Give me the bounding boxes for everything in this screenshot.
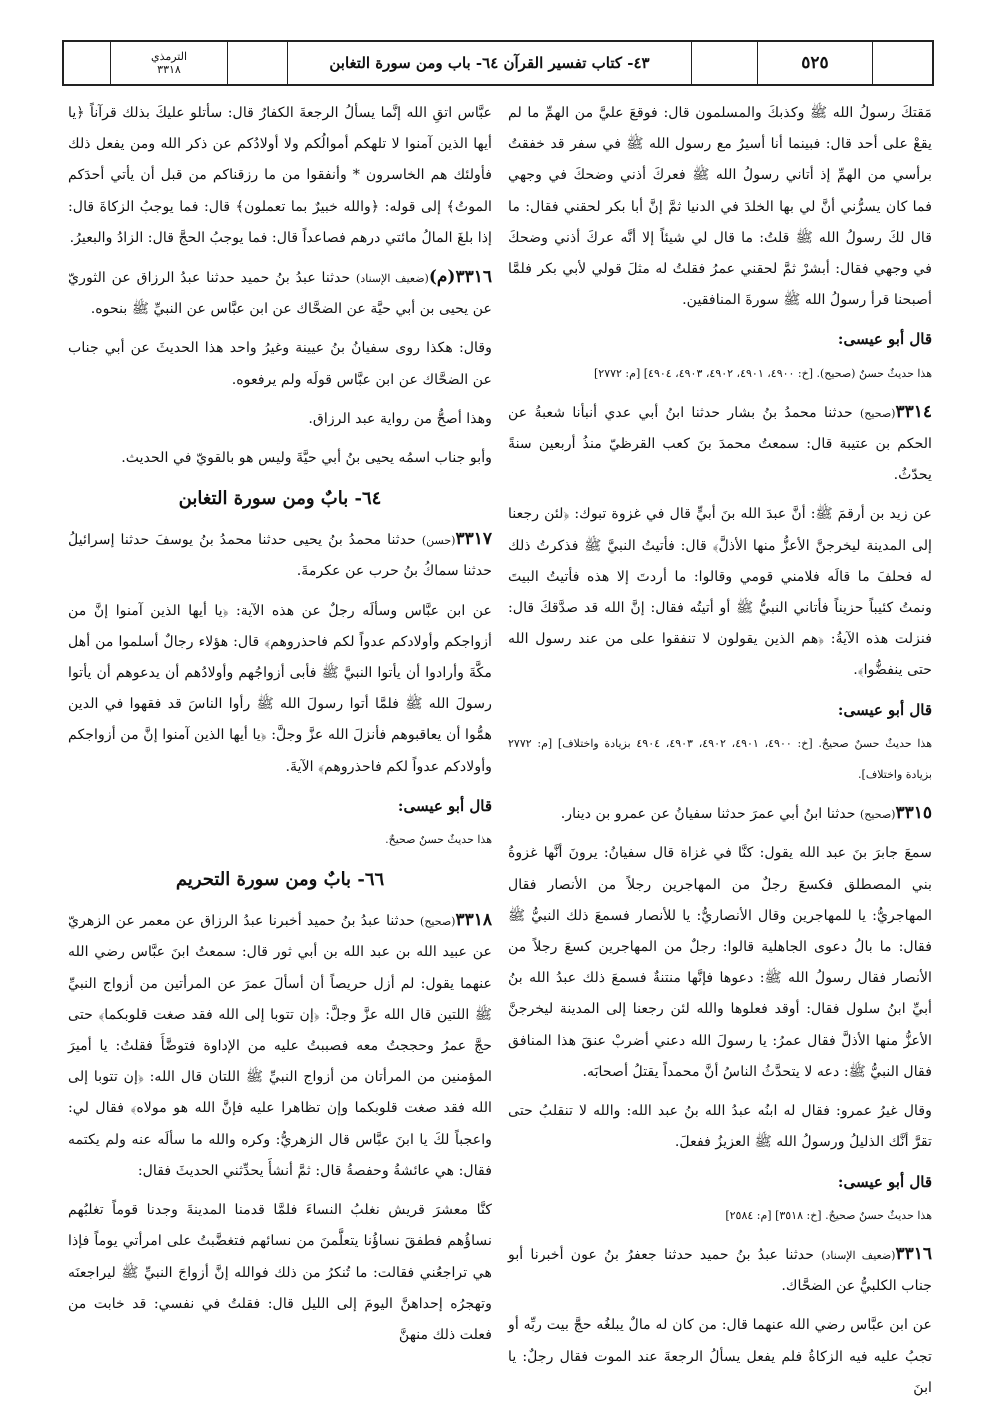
hadith-number: ٣٣١٦(م) xyxy=(428,267,492,288)
header-title: ٤٣- كتاب تفسير القرآن ٦٤- باب ومن سورة التغابن xyxy=(287,42,691,84)
hadith-grade: (ضعيف الإسناد) xyxy=(821,1248,896,1262)
chapter-heading-66: ٦٦- بابٌ ومن سورة التحريم xyxy=(175,869,385,891)
left-column xyxy=(68,98,492,1383)
abu-isa-label: قال أبو عيسى: xyxy=(397,796,492,815)
hadith-3316 xyxy=(508,1239,932,1302)
paragraph: عبَّاس اتقِ الله إنَّما يسألُ الرجعةَ الكفارُ قال: سأتلو عليكَ بذلك قرآناً ﴿يا أيها الذين آمنوا لا تلهكم أموالُكم ولا أولادُكم عن ذكر الله ومن يفعل ذلك فأولئك هم الخاسرون * وأنفقوا من ما رزقناكم من قبل أن يأتي أحدَكم الموتُ﴾ إلى قوله: ﴿والله خبيرٌ بما تعملون﴾ قال: فما يوجبُ الزكاةَ قال: إذا بلغَ المالُ مائتي درهم فصاعداً قال: فما يوجبُ الحجَّ قال: الزادُ والبعيرُ. xyxy=(68,105,492,246)
paragraph: وقال: هكذا روى سفيانُ بنُ عيينة وغيرُ واحد هذا الحديثَ عن أبي جناب عن الضحَّاك عن ابن عبَّاس قولَه ولم يرفعوه. xyxy=(68,340,492,388)
hadith-grade: (ضعيف الإسناد) xyxy=(356,272,429,286)
abu-isa-note xyxy=(68,791,492,855)
page-number: ٥٢٥ xyxy=(757,42,872,84)
right-column xyxy=(508,98,933,1396)
hadith-3314 xyxy=(508,397,932,492)
hadith-text: حدثنا عبدُ بنُ حميد حدثنا عبدُ الرزاق عن الثوريّ عن يحيى بن أبي حيَّة عن الضحَّاك عن ابن عبَّاس عن النبيِّ ﷺ بنحوه. xyxy=(68,270,492,318)
abu-isa-label: قال أبو عيسى: xyxy=(837,700,932,719)
hadith-matn: عن ابن عبَّاس وسألَه رجلٌ عن هذه الآية: ﴿يا أيها الذين آمنوا إنَّ من أزواجكم وأولادكم عدواً لكم فاحذروهم﴾ قال: هؤلاء رجالٌ أسلموا من أهل مكَّةَ وأرادوا أن يأتوا النبيَّ ﷺ فأبى أزواجُهم وأولادُهم أن يدعوهم أن يأتوا رسولَ الله ﷺ فلمَّا أتوا رسولَ الله ﷺ رأوا الناسَ قد فقهوا في الدين همُّوا أن يعاقبوهم فأنزلَ الله عزَّ وجلَّ: ﴿يا أيها الذين آمنوا إنَّ من أزواجكم وأولادكم عدواً لكم فاحذروهم﴾ الآيةَ. xyxy=(68,602,492,775)
hadith-text: حدثنا عبدُ بنُ حميد أخبرنا عبدُ الرزاق عن معمر عن الزهريّ عن عبيد الله بن عبد الله بن أبي ثور قال: سمعتُ ابنَ عبَّاس رضي الله عنهما يقول: لم أزل حريصاً أن أسألَ عمرَ عن المرأتين من أزواج النبيِّ ﷺ اللتين قال الله عزَّ وجلَّ: ﴿إن تتوبا إلى الله فقد صغت قلوبكما﴾ حتى حجَّ عمرُ وحججتُ معه فصببتُ عليه من الإداوة فتوضَّأَ فقلتُ: يا أميرَ المؤمنين من المرأتان من أزواج النبيِّ ﷺ اللتان قال الله: ﴿إن تتوبا إلى الله فقد صغت قلوبكما وإن تظاهرا عليه فإنَّ الله هو مولاه﴾ فقال لي: واعجباً لكَ يا ابنَ عبَّاس قال الزهريُّ: وكره والله ما سألَه عنه ولم يكتمه فقال: هي عائشةُ وحفصةُ قال: ثمَّ أنشأَ يحدِّثني الحديثَ فقال: xyxy=(68,913,492,1179)
paragraph: كنَّا معشرَ قريش نغلبُ النساءَ فلمَّا قدمنا المدينةَ وجدنا قوماً تغلبُهم نساؤُهم فطفقَ نساؤُنا يتعلَّمنَ من نسائهم فتغضَّبتُ على امرأتي يوماً فإذا هي تراجعُني فقالت: ما تُنكرُ من ذلك فوالله إنَّ أزواجَ النبيِّ ﷺ ليراجعنَه وتهجرُه إحداهنَّ اليومَ إلى الليل قال: فقلتُ في نفسي: قد خابت من فعلت ذلك منهنَّ xyxy=(68,1202,492,1343)
hadith-isnad: حدثنا محمدُ بنُ يحيى حدثنا محمدُ بنُ يوسفَ حدثنا إسرائيلُ حدثنا سماكُ بنُ حرب عن عكرمةَ. xyxy=(68,532,492,580)
abu-isa-note xyxy=(508,695,932,791)
header-blank-mid2 xyxy=(691,42,757,84)
paragraph: مَقتكَ رسولُ الله ﷺ وكذبكَ والمسلمون قال: فوقعَ عليَّ من الهمِّ ما لم يقعْ على أحد قال: فبينما أنا أسيرُ مع رسول الله ﷺ في سفر قد خفقتُ برأسي من الهمِّ إذ أتاني رسولُ الله ﷺ فعركَ أذني وضحكَ في وجهي فما كان يسرُّني أنَّ لي بها الخلدَ في الدنيا ثمَّ إنَّ أبا بكر لحقني فقال: ما قال لكَ رسولُ الله ﷺ قلتُ: ما قال لي شيئاً إلا أنَّه عركَ أذني وضحكَ في وجهي فقال: أبشرْ ثمَّ لحقني عمرُ فقلتُ له مثلَ قولي لأبي بكر فلمَّا أصبحنا قرأ رسولُ الله ﷺ سورةَ المنافقين. xyxy=(508,105,932,309)
abu-isa-text: هذا حديثٌ حسنٌ صحيحٌ. [خ: ٤٩٠٠، ٤٩٠١، ٤٩٠٢، ٤٩٠٣، ٤٩٠٤ بزيادة واختلاف] [م: ٢٧٧٢ بزيادة واختلاف]. xyxy=(508,736,933,782)
abu-isa-text: هذا حديثٌ حسنٌ (صحيح). [خ: ٤٩٠٠، ٤٩٠١، ٤٩٠٢، ٤٩٠٣، ٤٩٠٤] [م: ٢٧٧٢] xyxy=(594,366,932,380)
hadith-matn: عن ابن عبَّاس رضي الله عنهما قال: من كان له مالٌ يبلغُه حجَّ بيت ربِّه أو تجبُ عليه فيه الزكاةُ فلم يفعل يسألُ الرجعةَ عند الموت فقال رجلٌ: يا ابنَ xyxy=(508,1317,932,1396)
paragraph: وهذا أصحُّ من رواية عبد الرزاق. xyxy=(308,410,492,427)
paragraph: وقال غيرُ عمرو: فقال له ابنُه عبدُ الله بنُ عبد الله: والله لا تنقلبُ حتى تقرَّ أنَّك الذليلُ ورسولُ الله ﷺ العزيزُ ففعلَ. xyxy=(508,1103,932,1151)
hadith-isnad: حدثنا ابنُ أبي عمرَ حدثنا سفيانُ عن عمرو بن دينار. xyxy=(560,806,856,823)
hadith-grade: (صحيح) xyxy=(860,406,896,420)
hadith-number: ٣٣١٤ xyxy=(895,401,932,422)
hadith-isnad: حدثنا محمدُ بنُ بشار حدثنا ابنُ أبي عدي أنبأنا شعبةُ عن الحكم بن عتيبة قال: سمعتُ محمدَ بنَ كعب القرظيّ منذُ أربعين سنةً يحدّثُ. xyxy=(508,404,932,484)
hadith-number: ٣٣١٦ xyxy=(895,1243,932,1264)
hadith-grade: (صحيح) xyxy=(420,915,456,929)
hadith-matn: سمعَ جابرَ بنَ عبد الله يقول: كنَّا في غزاة قال سفيانُ: يرونَ أنَّها غزوةُ بني المصطلق فكسعَ رجلٌ من المهاجرين رجلاً من الأنصار فقال المهاجريُّ: يا للمهاجرين وقال الأنصاريُّ: يا للأنصار فسمعَ ذلك النبيُّ ﷺ فقال: ما بالُ دعوى الجاهلية قالوا: رجلٌ من المهاجرين كسعَ رجلاً من الأنصار فقال رسولُ الله ﷺ: دعوها فإنَّها منتنةٌ فسمعَ ذلك عبدُ الله بنُ أبيِّ ابنُ سلول فقال: أوقد فعلوها والله لئن رجعنا إلى المدينة ليخرجنَّ الأعزُّ منها الأذلَّ فقال عمرُ: يا رسولَ الله دعني أضربْ عنقَ هذا المنافق فقال النبيُّ ﷺ: دعه لا يتحدَّثُ الناسُ أنَّ محمداً يقتلُ أصحابَه. xyxy=(508,845,932,1080)
reference-book: الترمذي xyxy=(150,50,188,63)
reference-number: ٣٣١٨ xyxy=(157,63,181,76)
abu-isa-label: قال أبو عيسى: xyxy=(837,330,932,349)
hadith-grade: (حسن) xyxy=(421,534,456,548)
hadith-number: ٣٣١٧ xyxy=(455,529,492,550)
hadith-isnad: حدثنا عبدُ بنُ حميد حدثنا جعفرُ بنُ عون أخبرنا أبو جناب الكلبيُّ عن الضحَّاك. xyxy=(508,1246,932,1295)
abu-isa-note xyxy=(508,1167,932,1231)
hadith-number: ٣٣١٥ xyxy=(895,803,932,824)
abu-isa-text: هذا حديثٌ حسنٌ صحيحٌ. [خ: ٣٥١٨] [م: ٢٥٨٤] xyxy=(725,1208,932,1222)
header-blank-right xyxy=(872,42,932,84)
header-blank-mid xyxy=(227,42,287,84)
header-blank-left xyxy=(64,42,110,84)
hadith-3316m xyxy=(68,262,492,325)
hadith-3315 xyxy=(508,798,932,830)
hadith-matn: عن زيد بن أرقمَ ﷺ: أنَّ عبدَ الله بنَ أبيٍّ قال في غزوة تبوك: ﴿لئن رجعنا إلى المدينة ليخرجنَّ الأعزُّ منها الأذلَّ﴾ قال: فأتيتُ النبيَّ ﷺ فذكرتُ ذلك له فحلفَ ما قالَه فلامني قومي وقالوا: ما أردتَ إلا هذه فأتيتُ البيتَ ونمتُ كئيباً حزيناً فأتاني النبيُّ ﷺ أو أتيتُه فقال: إنَّ الله قد صدَّقكَ قال: فنزلت هذه الآيةُ: ﴿هم الذين يقولون لا تنفقوا على من عند رسول الله حتى ينفضُّوا﴾. xyxy=(508,506,932,679)
chapter-heading-64: ٦٤- بابٌ ومن سورة التغابن xyxy=(178,488,382,510)
hadith-number: ٣٣١٨ xyxy=(455,910,493,931)
abu-isa-text: هذا حديثٌ حسنٌ صحيحٌ. xyxy=(385,833,492,847)
abu-isa-label: قال أبو عيسى: xyxy=(837,1172,932,1191)
hadith-grade: (صحيح) xyxy=(860,808,896,822)
page-header xyxy=(62,40,934,86)
paragraph: وأبو جناب اسمُه يحيى بنُ أبي حيَّةَ وليس هو بالقويّ في الحديث. xyxy=(121,450,492,467)
hadith-3318 xyxy=(68,905,492,1187)
hadith-3317 xyxy=(68,524,492,587)
abu-isa-note xyxy=(508,324,932,388)
header-reference xyxy=(110,42,227,84)
